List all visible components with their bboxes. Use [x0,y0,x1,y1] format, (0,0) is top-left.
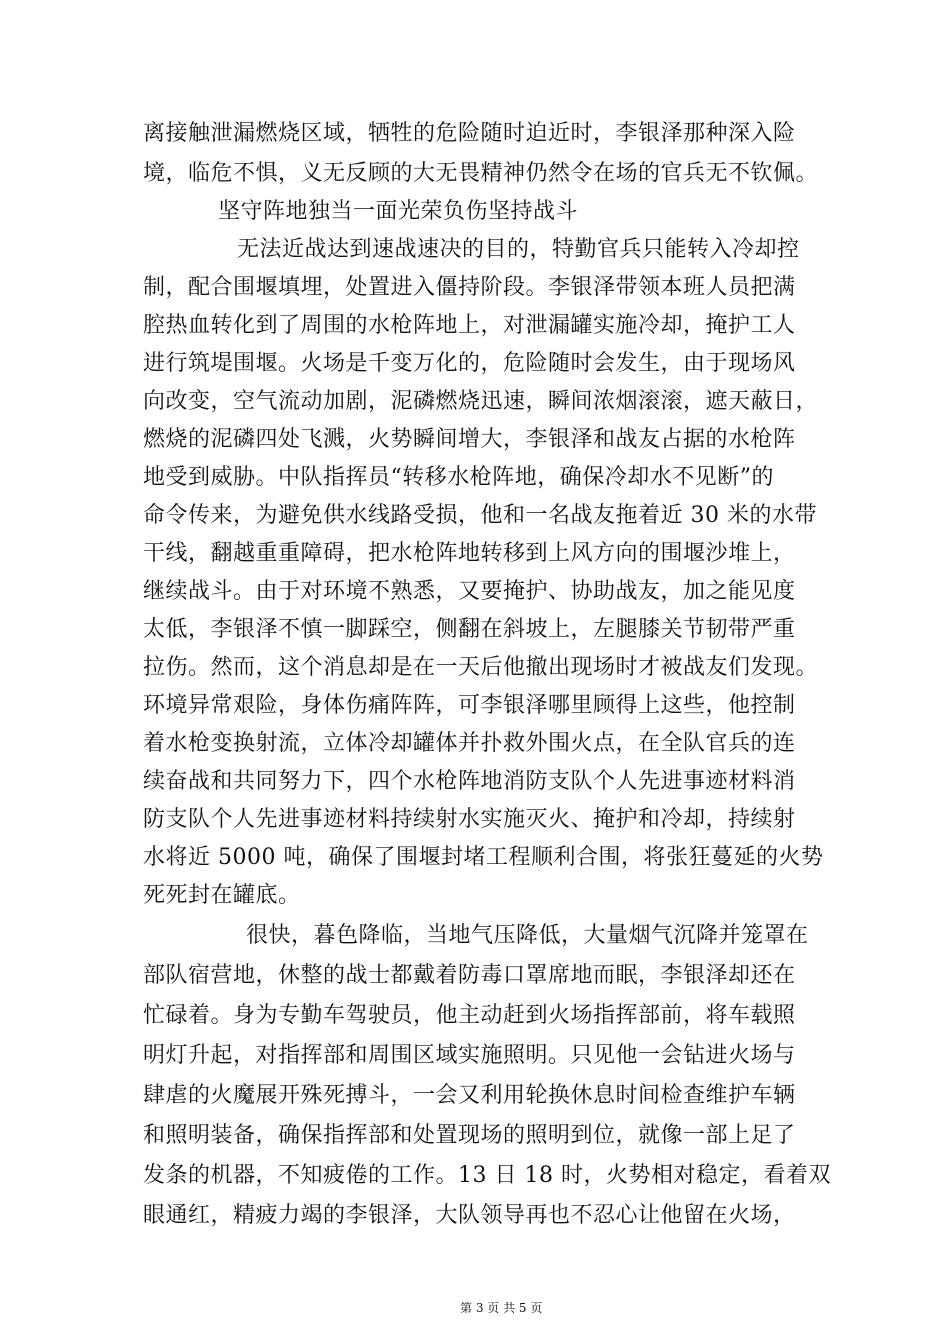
text-line: 进行筑堤围堰。火场是千变万化的，危险随时会发生，由于现场风 [143,351,796,376]
text-line: 燃烧的泥磷四处飞溅，火势瞬间增大，李银泽和战友占据的水枪阵 [143,427,796,452]
text-line: 很快，暮色降临，当地气压降低，大量烟气沉降并笼罩在 [246,923,809,948]
text-line: 干线，翻越重重障碍，把水枪阵地转移到上风方向的围堰沙堆上， [143,541,796,566]
text-line: 向改变，空气流动加剧，泥磷燃烧迅速，瞬间浓烟滚滚，遮天蔽日， [143,389,819,414]
text-line: 忙碌着。身为专勤车驾驶员，他主动赶到火场指挥部前，将车载照 [143,1003,796,1028]
text-line: 环境异常艰险，身体伤痛阵阵，可李银泽哪里顾得上这些，他控制 [143,693,796,718]
text-line: 水将近 5000 吨，确保了围堰封堵工程顺利合围，将张狂蔓延的火势 [143,845,824,870]
text-line: 发条的机器，不知疲倦的工作。13 日 18 时，火势相对稳定，看着双 [143,1163,831,1188]
text-line: 死死封在罐底。 [143,883,301,908]
text-line: 明灯升起，对指挥部和周围区域实施照明。只见他一会钻进火场与 [143,1043,796,1068]
text-line: 腔热血转化到了周围的水枪阵地上，对泄漏罐实施冷却，掩护工人 [143,313,796,338]
text-line: 和照明装备，确保指挥部和处置现场的照明到位，就像一部上足了 [143,1123,796,1148]
text-line: 防支队个人先进事迹材料持续射水实施灭火、掩护和冷却，持续射 [143,807,796,832]
text-line: 部队宿营地，休整的战士都戴着防毒口罩席地而眠，李银泽却还在 [143,963,796,988]
text-line: 无法近战达到速战速决的目的，特勤官兵只能转入冷却控 [237,237,800,262]
text-line: 离接触泄漏燃烧区域，牺牲的危险随时迫近时，李银泽那种深入险 [143,121,796,146]
text-line: 续奋战和共同努力下，四个水枪阵地消防支队个人先进事迹材料消 [143,769,796,794]
text-line: 制，配合围堰填埋，处置进入僵持阶段。李银泽带领本班人员把满 [143,275,796,300]
text-line: 肆虐的火魔展开殊死搏斗，一会又利用轮换休息时间检查维护车辆 [143,1083,796,1108]
text-line: 太低，李银泽不慎一脚踩空，侧翻在斜坡上，左腿膝关节韧带严重 [143,617,796,642]
section-heading: 坚守阵地独当一面光荣负伤坚持战斗 [218,199,579,224]
text-line: 着水枪变换射流，立体冷却罐体并扑救外围火点，在全队官兵的连 [143,731,796,756]
text-line: 拉伤。然而，这个消息却是在一天后他撤出现场时才被战友们发现。 [143,655,819,680]
text-line: 命令传来，为避免供水线路受损，他和一名战友拖着近 30 米的水带 [143,503,817,528]
text-line: 眼通红，精疲力竭的李银泽，大队领导再也不忍心让他留在火场， [143,1203,796,1228]
text-line: 地受到威胁。中队指挥员“转移水枪阵地，确保冷却水不见断”的 [143,465,774,490]
page-number-footer: 第 3 页 共 5 页 [460,1301,543,1315]
text-line: 境，临危不惧，义无反顾的大无畏精神仍然令在场的官兵无不钦佩。 [143,161,819,186]
text-line: 继续战斗。由于对环境不熟悉，又要掩护、协助战友，加之能见度 [143,579,796,604]
